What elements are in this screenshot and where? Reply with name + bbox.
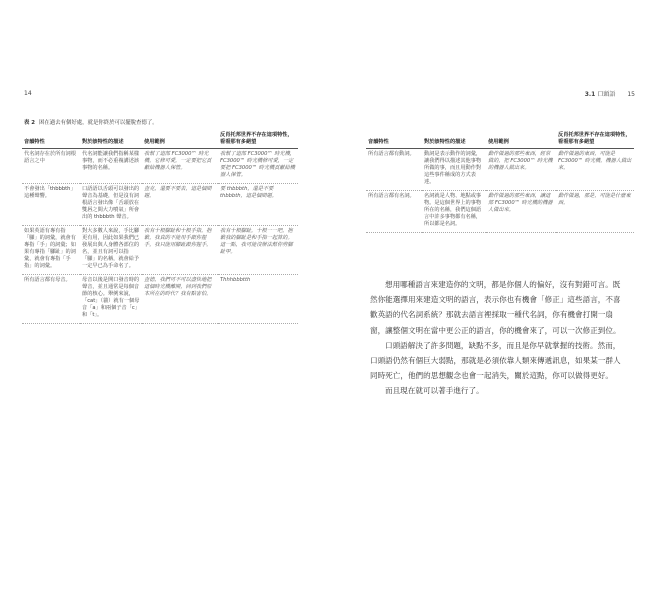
table-cell-trait: 不會發出「thbbbth」這種聲響。 <box>22 184 80 226</box>
body-paragraph: 口頭語解決了許多問題，缺點不多，而且是你早就掌握的技術。然而，口頭語仍然有個巨大弱點，那就是必須依靠人類來傳遞訊息，如果某一群人同時死亡，他們的思想觀念也會一起消失，關於這點，你可以做得更好。 <box>370 340 621 381</box>
body-paragraph: 想用哪種語言來建造你的文明，都是你個人的偏好，沒有對錯可言。既然你能選擇用來建造文明的語言，表示你也有機會「修正」這些語言，不喜歡英語的代名詞系統？那就去語言裡採取一種代名詞，你有機會打開一扇窗，讓整個文明在當中更公正的語言，你的機會來了，可以一次修正到位。 <box>370 280 621 335</box>
table-caption-number: 表 2 <box>24 120 36 126</box>
table-cell-description: 母音以後是開口發音時的聲音，並且通常是每個音節的核心。舉例來說，「cat」（貓）就有一個母音「a」和兩個子音「c」和「t」。 <box>80 275 142 324</box>
table-row <box>366 149 634 191</box>
table-cell-dystopia: Thhhbbbtth <box>218 275 298 324</box>
table-cell-trait: 如果英語有專有指「腳」的詞彙，就會有專指「手」的詞彙；如果有專指「腳趾」的詞彙，就會有專指「手指」的詞彙。 <box>22 226 80 275</box>
running-head-title: 口頭語 <box>597 91 616 98</box>
table-cell-example: 我幫了這部 FC3000™ 時光機，它修可愛，一定要把它貢獻給機器人保管。 <box>142 149 218 184</box>
table-cell-trait: 代名詞存在於所有詞根語言之中 <box>22 149 80 184</box>
table-row <box>22 226 298 275</box>
header-example: 使用範例 <box>486 130 556 149</box>
header-example: 使用範例 <box>142 130 218 149</box>
table-cell-trait: 所有語言都有動詞。 <box>366 149 422 191</box>
table-cell-trait: 所有語言都有母音。 <box>22 275 80 324</box>
body-paragraph: 而且現在就可以著手進行了。 <box>385 386 484 396</box>
table-cell-description: 對大多數人來說，手比腳更有用，因此如果我們已發展出與人身體各部位的名，並且有詞可以指「腳」的名稱，就會給予一定早已為手命名了。 <box>80 226 142 275</box>
header-dystopia: 反肖托邦世界不存在這項特性，看看那有多絕望 <box>218 130 298 149</box>
table-header-row <box>366 130 634 149</box>
table-cell-dystopia: 我幫了這部 FC3000™ 時光機，FC3000™ 時光機修可愛，一定要把 FC3000™ 時光機貢獻給機器人保管。 <box>218 149 298 184</box>
table-cell-description: 名詞就是人物、地點或事物。是這個世界上的事物所在的名稱，我們這個語言中許多事物都有名稱，所以都是名詞。 <box>422 191 486 233</box>
running-head <box>585 89 635 98</box>
header-trait: 音韻特性 <box>366 130 422 149</box>
table-row <box>22 149 298 184</box>
table-cell-example: 查克，還要不要去，這是個問題。 <box>142 184 218 226</box>
table-row <box>22 184 298 226</box>
table-cell-example: 動作做過的那些東西，讓這部 FC3000™ 時光機的機器人做出來。 <box>486 191 556 233</box>
table-cell-trait: 所有語言都有名詞。 <box>366 191 422 233</box>
page-number: 14 <box>24 90 32 97</box>
table-caption-text: 困在過去有個好處，就是你終於可以擺脫查德了。 <box>39 120 158 126</box>
table-caption <box>24 118 158 126</box>
table-cell-dystopia: 要 thbbbth，還是不要 thbbbth，這是個問題。 <box>218 184 298 226</box>
table-cell-example: 查德，我們可不可以盡快地把這個時光機離開，回到我們原本所在的時代？我有點害怕。 <box>142 275 218 324</box>
left-page <box>0 0 327 609</box>
phonology-table-right <box>366 130 634 233</box>
table-cell-dystopia: 動作做過的東西，可能是 FC3000™ 時光機，機器人做出來。 <box>556 149 634 191</box>
table-cell-dystopia: 動作做過，那是，可能是什麼東西。 <box>556 191 634 233</box>
running-head-chapter: 3.1 <box>584 91 596 98</box>
table-cell-example: 動作做過的那些東西，經常做的，把 FC3000™ 時光機的機器人做出來。 <box>486 149 556 191</box>
header-description: 對於該特性的描述 <box>80 130 142 149</box>
table-cell-description: 代名詞能讓我們指稱某樣事物，而不必重複講述該事物的名稱。 <box>80 149 142 184</box>
table-cell-dystopia: 我有十根腳趾，十根一一吧，抱歉我的腳趾是和手指一起算的。這一點，我可能沒辦法幫你剪腳趾甲。 <box>218 226 298 275</box>
table-cell-description: 口語語以舌頭可以發出的聲音為基礎，但是沒有詞根語言發出像「舌頭放在雙唇之間大力噴氣」所會出的 thbbbth 聲音。 <box>80 184 142 226</box>
page-number: 15 <box>627 91 635 98</box>
table-row <box>366 191 634 233</box>
phonology-table-left <box>22 130 298 324</box>
header-trait: 音韻特性 <box>22 130 80 149</box>
header-dystopia: 反肖托邦世界不存在這項特性，看看那有多絕望 <box>556 130 634 149</box>
table-header-row <box>22 130 298 149</box>
body-text <box>370 277 626 399</box>
table-row <box>22 275 298 324</box>
table-cell-description: 動詞是表示動作的詞彙，讓我們得以描述其他事物所做的事，而且用動作對這些事件稱成的方式表達。 <box>422 149 486 191</box>
table-cell-example: 我有十根腳趾和十根手指。抱歉，我真的不能用手跟你握手，我只能用腳趾跟你握手。 <box>142 226 218 275</box>
header-description: 對於該特性的描述 <box>422 130 486 149</box>
right-page <box>328 0 655 609</box>
